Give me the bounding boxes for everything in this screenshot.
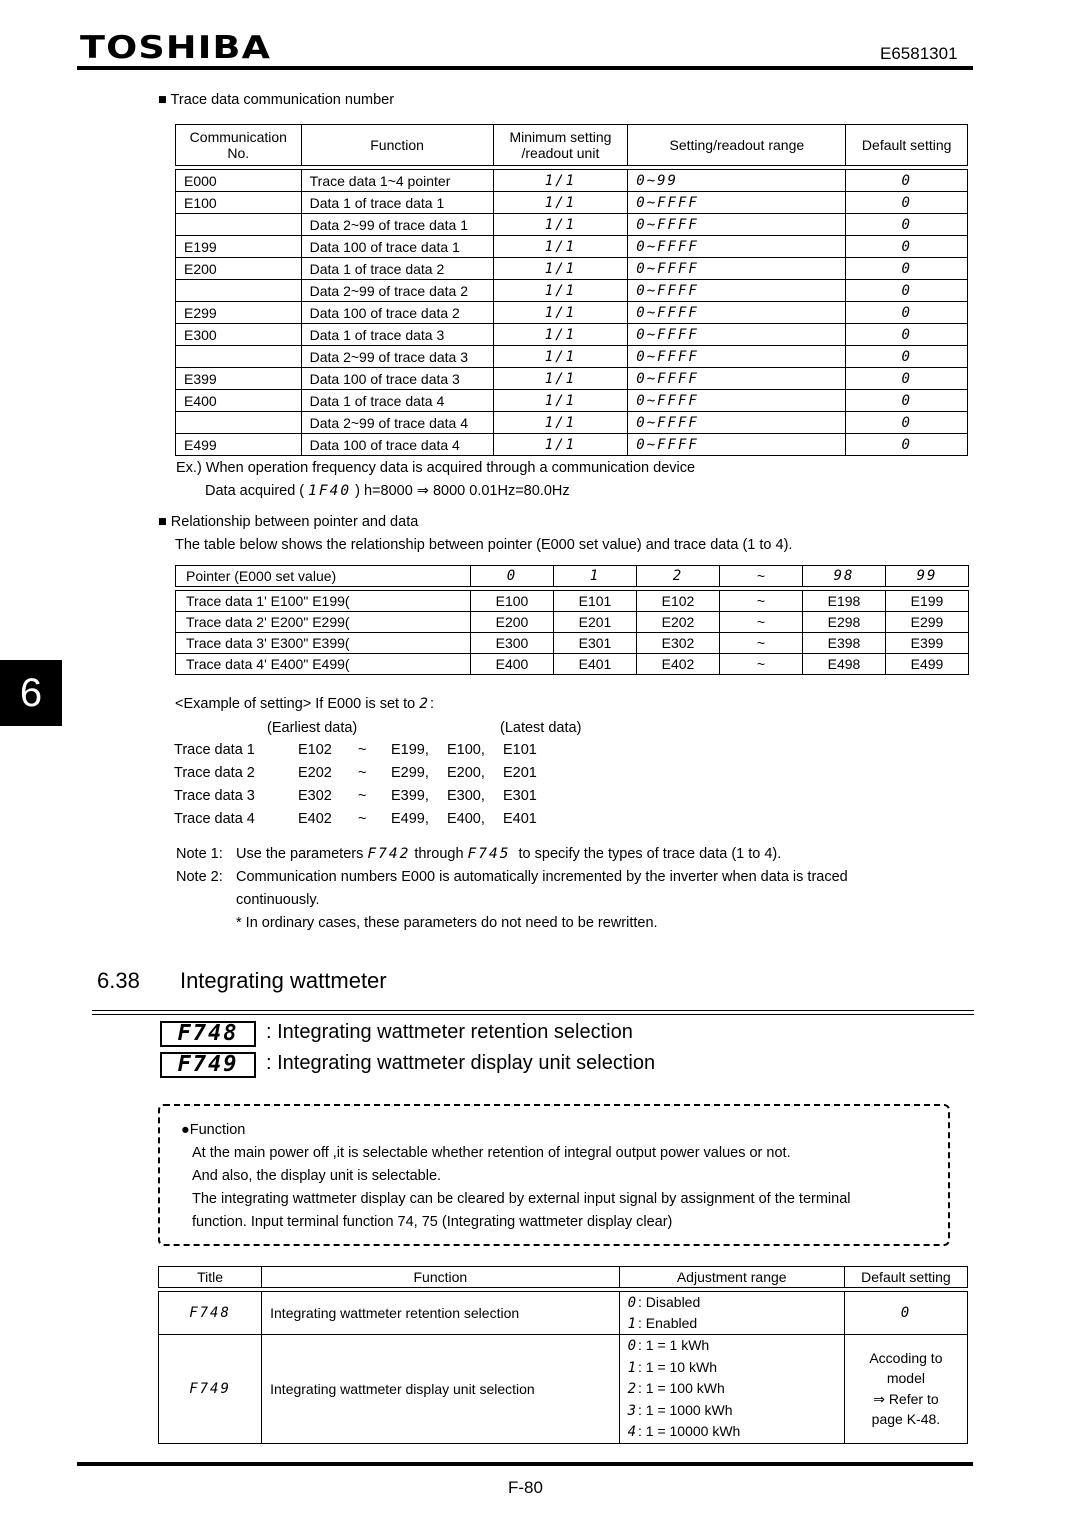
table-cell: E102 xyxy=(637,591,720,612)
note3: * In ordinary cases, these parameters do not need to be rewritten. xyxy=(236,915,658,931)
note2-line-1: Communication numbers E000 is automatically incremented by the inverter when data is traced xyxy=(236,869,848,885)
table-cell xyxy=(176,346,302,368)
header-rule xyxy=(77,66,973,70)
default-line: model xyxy=(886,1370,925,1387)
pointer-header-cell: ~ xyxy=(720,566,803,587)
example-cell: Trace data 1 xyxy=(174,742,255,758)
pointer-intro: The table below shows the relationship between pointer (E000 set value) and trace data (1 to 4). xyxy=(175,537,793,553)
example-cell: Trace data 4 xyxy=(174,811,255,827)
table-row xyxy=(176,302,968,324)
table-cell: 0 xyxy=(846,434,968,456)
trace-comm-table-body xyxy=(176,170,968,456)
range-item: 2: 1 = 100 kWh xyxy=(627,1380,725,1397)
table-cell: E399 xyxy=(176,368,302,390)
col-title: Title xyxy=(159,1267,262,1288)
table-cell: 0 xyxy=(846,192,968,214)
note1-param-2: F745 xyxy=(467,846,511,862)
table-row xyxy=(176,346,968,368)
table-cell: Data 1 of trace data 2 xyxy=(301,258,493,280)
table-cell: 0~FFFF xyxy=(628,280,846,302)
table-cell: 0 xyxy=(846,236,968,258)
table-cell: 0~FFFF xyxy=(628,258,846,280)
table-cell: Data 100 of trace data 4 xyxy=(301,434,493,456)
example-setting-line xyxy=(175,696,434,712)
pointer-header-cell: 1 xyxy=(554,566,637,587)
table-cell: Data 2~99 of trace data 4 xyxy=(301,412,493,434)
table-cell: Trace data 1~4 pointer xyxy=(301,170,493,192)
table-cell: E100 xyxy=(471,591,554,612)
range-item: 4: 1 = 10000 kWh xyxy=(627,1423,741,1440)
pointer-header-row xyxy=(176,566,969,587)
pointer-section-heading xyxy=(158,514,418,530)
pointer-table xyxy=(175,565,969,675)
table-cell: Data 1 of trace data 3 xyxy=(301,324,493,346)
range-item: 1: Enabled xyxy=(627,1315,698,1332)
table-row xyxy=(176,258,968,280)
example-line-2 xyxy=(205,483,570,499)
range-item: 3: 1 = 1000 kWh xyxy=(627,1401,733,1419)
table-row xyxy=(176,412,968,434)
example-cell: ~ xyxy=(358,765,367,781)
table-cell: 1/1 xyxy=(493,324,628,346)
table-cell: E202 xyxy=(637,612,720,633)
table-row xyxy=(176,591,969,612)
table-cell: E498 xyxy=(803,654,886,675)
example-setting-colon: : xyxy=(429,696,434,712)
example-line-1: Ex.) When operation frequency data is acquired through a communication device xyxy=(176,460,696,476)
example-cell: E200, xyxy=(447,765,485,781)
table-cell: E199 xyxy=(886,591,969,612)
example-cell: ~ xyxy=(358,811,367,827)
table-cell: 0~FFFF xyxy=(628,192,846,214)
table-cell: 0 xyxy=(846,214,968,236)
table-cell: E399 xyxy=(886,633,969,654)
example-cell: E499, xyxy=(391,811,429,827)
table-cell: 0 xyxy=(846,258,968,280)
note2-label: Note 2: xyxy=(176,869,223,885)
table-cell: 1/1 xyxy=(493,236,628,258)
range-item: 0: Disabled xyxy=(627,1294,701,1311)
table-cell: E400 xyxy=(471,654,554,675)
table-cell: Data 2~99 of trace data 1 xyxy=(301,214,493,236)
example-setting-text: <Example of setting> If E000 is set to xyxy=(175,696,416,712)
section-number: 6.38 xyxy=(97,968,140,993)
table-row xyxy=(176,390,968,412)
example-cell: E401 xyxy=(503,811,537,827)
row2-title: F749 xyxy=(159,1335,262,1444)
table-cell: 0~FFFF xyxy=(628,368,846,390)
square-bullet-icon: ■ xyxy=(158,92,167,108)
table-row xyxy=(176,612,969,633)
pointer-header-cell: 99 xyxy=(886,566,969,587)
row2-default xyxy=(844,1335,967,1444)
table-cell: 0 xyxy=(846,368,968,390)
pointer-header-cell: Pointer (E000 set value) xyxy=(176,566,471,587)
table-cell: 1/1 xyxy=(493,214,628,236)
default-line: Accoding to xyxy=(869,1349,943,1366)
table-cell: 1/1 xyxy=(493,192,628,214)
table-cell: 0~FFFF xyxy=(628,214,846,236)
table-cell: Data 2~99 of trace data 3 xyxy=(301,346,493,368)
table-row xyxy=(176,170,968,192)
page-number: F-80 xyxy=(508,1478,543,1497)
example-cell: E300, xyxy=(447,788,485,804)
trace-section-title: Trace data communication number xyxy=(170,92,395,108)
table-cell: Trace data 4' E400" E499( xyxy=(176,654,471,675)
table-cell: Data 1 of trace data 1 xyxy=(301,192,493,214)
row1-function: Integrating wattmeter retention selection xyxy=(262,1292,619,1335)
table-cell: 1/1 xyxy=(493,346,628,368)
table-cell: E402 xyxy=(637,654,720,675)
table-cell: ~ xyxy=(720,633,803,654)
document-number: E6581301 xyxy=(880,44,958,63)
toshiba-logo: TOSHIBA xyxy=(80,30,272,66)
table-cell: E298 xyxy=(803,612,886,633)
table-row xyxy=(176,654,969,675)
trace-comm-table xyxy=(175,124,968,456)
note1-part-c: to specify the types of trace data (1 to 4). xyxy=(518,846,782,862)
pointer-header-cell: 2 xyxy=(637,566,720,587)
table-cell: 0~FFFF xyxy=(628,302,846,324)
table-row xyxy=(159,1292,968,1335)
table-cell: E499 xyxy=(176,434,302,456)
table-cell: 0 xyxy=(846,280,968,302)
table-row xyxy=(176,214,968,236)
param-f749-label: : Integrating wattmeter display unit selection xyxy=(266,1052,656,1074)
table-cell: 0~FFFF xyxy=(628,236,846,258)
table-cell: 0 xyxy=(846,170,968,192)
row1-title: F748 xyxy=(159,1292,262,1335)
table-cell: 1/1 xyxy=(493,390,628,412)
table-cell: 0~FFFF xyxy=(628,324,846,346)
example-cell: E100, xyxy=(447,742,485,758)
trace-section-heading xyxy=(158,92,394,108)
table-cell: ~ xyxy=(720,654,803,675)
example-setting-value: 2 xyxy=(419,696,430,712)
table-cell: 0 xyxy=(846,346,968,368)
table-cell: 1/1 xyxy=(493,412,628,434)
table-cell: Trace data 2' E200" E299( xyxy=(176,612,471,633)
example-cell: E402 xyxy=(298,811,332,827)
table-row xyxy=(176,633,969,654)
example-cell: E201 xyxy=(503,765,537,781)
table-cell: E398 xyxy=(803,633,886,654)
table-cell xyxy=(176,280,302,302)
example-cell: E400, xyxy=(447,811,485,827)
example-cell: E102 xyxy=(298,742,332,758)
table-cell: Data 100 of trace data 2 xyxy=(301,302,493,324)
col-comm-no: Communication No. xyxy=(176,125,302,166)
param-f749-box: F749 xyxy=(160,1052,256,1078)
table-cell: E101 xyxy=(554,591,637,612)
table-cell: Data 100 of trace data 1 xyxy=(301,236,493,258)
footer-rule xyxy=(77,1462,973,1466)
example-cell: E302 xyxy=(298,788,332,804)
table-cell: 1/1 xyxy=(493,258,628,280)
table-cell: E100 xyxy=(176,192,302,214)
table-cell: Trace data 1' E100" E199( xyxy=(176,591,471,612)
table-cell: Data 100 of trace data 3 xyxy=(301,368,493,390)
table-row xyxy=(159,1335,968,1444)
table-cell: 0~FFFF xyxy=(628,412,846,434)
table-cell: 1/1 xyxy=(493,434,628,456)
table-cell: 0 xyxy=(846,412,968,434)
table-cell: 1/1 xyxy=(493,302,628,324)
table-cell: E300 xyxy=(176,324,302,346)
table-cell: E499 xyxy=(886,654,969,675)
table-cell: 1/1 xyxy=(493,280,628,302)
row1-default: 0 xyxy=(844,1292,967,1335)
table-cell: E201 xyxy=(554,612,637,633)
square-bullet-icon: ■ xyxy=(158,514,167,530)
table-row xyxy=(176,368,968,390)
table-cell: Trace data 3' E300" E399( xyxy=(176,633,471,654)
table-cell: 1/1 xyxy=(493,170,628,192)
note1-label: Note 1: xyxy=(176,846,223,862)
table-cell: E000 xyxy=(176,170,302,192)
table-cell: E400 xyxy=(176,390,302,412)
table-cell: E200 xyxy=(176,258,302,280)
pointer-section-title: Relationship between pointer and data xyxy=(170,514,419,530)
section-rule-bottom xyxy=(92,1014,974,1015)
range-item: 0: 1 = 1 kWh xyxy=(627,1337,710,1354)
example-label: Data acquired ( xyxy=(205,483,305,499)
pointer-header-cell: 0 xyxy=(471,566,554,587)
table-cell: 0~FFFF xyxy=(628,346,846,368)
row2-range xyxy=(619,1335,844,1444)
table-cell: Data 2~99 of trace data 2 xyxy=(301,280,493,302)
pointer-header-cell: 98 xyxy=(803,566,886,587)
wattmeter-table xyxy=(158,1266,968,1444)
example-cell: ~ xyxy=(358,788,367,804)
table-cell: E199 xyxy=(176,236,302,258)
table-cell: E299 xyxy=(176,302,302,324)
section-rule-top xyxy=(92,1010,974,1011)
pointer-table-body xyxy=(176,566,969,675)
note1-part-a: Use the parameters xyxy=(236,846,364,862)
table-cell xyxy=(176,412,302,434)
table-cell xyxy=(176,214,302,236)
example-cell: Trace data 2 xyxy=(174,765,255,781)
example-cell: E199, xyxy=(391,742,429,758)
table-cell: Data 1 of trace data 4 xyxy=(301,390,493,412)
example-cell: E299, xyxy=(391,765,429,781)
note2-line-2: continuously. xyxy=(236,892,320,908)
section-heading xyxy=(97,968,387,994)
col-min-setting: Minimum setting /readout unit xyxy=(493,125,628,166)
table-cell: E299 xyxy=(886,612,969,633)
table-row xyxy=(176,280,968,302)
example-cell: E399, xyxy=(391,788,429,804)
table-cell: 0~FFFF xyxy=(628,390,846,412)
table-cell: E198 xyxy=(803,591,886,612)
latest-label: (Latest data) xyxy=(500,720,582,736)
table-row xyxy=(176,236,968,258)
row2-function: Integrating wattmeter display unit selection xyxy=(262,1335,619,1444)
table-cell: ~ xyxy=(720,591,803,612)
example-param-code: 1F40 xyxy=(308,483,352,499)
table-row xyxy=(176,324,968,346)
section-title: Integrating wattmeter xyxy=(179,968,387,993)
col-function: Function xyxy=(301,125,493,166)
default-line: page K-48. xyxy=(871,1411,941,1428)
example-cell: E202 xyxy=(298,765,332,781)
note1-param-1: F742 xyxy=(367,846,411,862)
table-cell: 0 xyxy=(846,324,968,346)
col-default: Default setting xyxy=(846,125,968,166)
param-f748-box: F748 xyxy=(160,1021,256,1047)
table-row xyxy=(176,434,968,456)
function-heading: ●Function xyxy=(181,1122,246,1138)
table-cell: E301 xyxy=(554,633,637,654)
example-cell: E101 xyxy=(503,742,537,758)
col-default-setting: Default setting xyxy=(844,1267,967,1288)
table-row xyxy=(176,192,968,214)
table-cell: E401 xyxy=(554,654,637,675)
table-cell: E302 xyxy=(637,633,720,654)
table-cell: 1/1 xyxy=(493,368,628,390)
function-line-3: The integrating wattmeter display can be cleared by external input signal by assignment of the terminal xyxy=(192,1191,851,1207)
table-cell: E200 xyxy=(471,612,554,633)
col-range: Setting/readout range xyxy=(628,125,846,166)
row1-range xyxy=(619,1292,844,1335)
default-line: ⇒ Refer to xyxy=(873,1390,939,1407)
function-line-4: function. Input terminal function 74, 75 (Integrating wattmeter display clear) xyxy=(192,1214,673,1230)
table-cell: E300 xyxy=(471,633,554,654)
example-cell: E301 xyxy=(503,788,537,804)
col-adjustment-range: Adjustment range xyxy=(619,1267,844,1288)
function-line-1: At the main power off ,it is selectable whether retention of integral output power values or not. xyxy=(192,1145,791,1161)
example-cell: Trace data 3 xyxy=(174,788,255,804)
param-f748-label: : Integrating wattmeter retention selection xyxy=(266,1021,633,1043)
col-function: Function xyxy=(262,1267,619,1288)
example-result: ) h=8000 ⇒ 8000 0.01Hz=80.0Hz xyxy=(355,483,570,499)
table-cell: 0~FFFF xyxy=(628,434,846,456)
range-item: 1: 1 = 10 kWh xyxy=(627,1358,717,1376)
table-cell: 0 xyxy=(846,390,968,412)
note1-text xyxy=(236,846,781,862)
note1-part-b: through xyxy=(414,846,464,862)
earliest-label: (Earliest data) xyxy=(267,720,358,736)
function-line-2: And also, the display unit is selectable. xyxy=(192,1168,442,1184)
example-cell: ~ xyxy=(358,742,367,758)
table-cell: 0 xyxy=(846,302,968,324)
table-cell: 0~99 xyxy=(628,170,846,192)
table-cell: ~ xyxy=(720,612,803,633)
chapter-tab: 6 xyxy=(0,660,62,726)
